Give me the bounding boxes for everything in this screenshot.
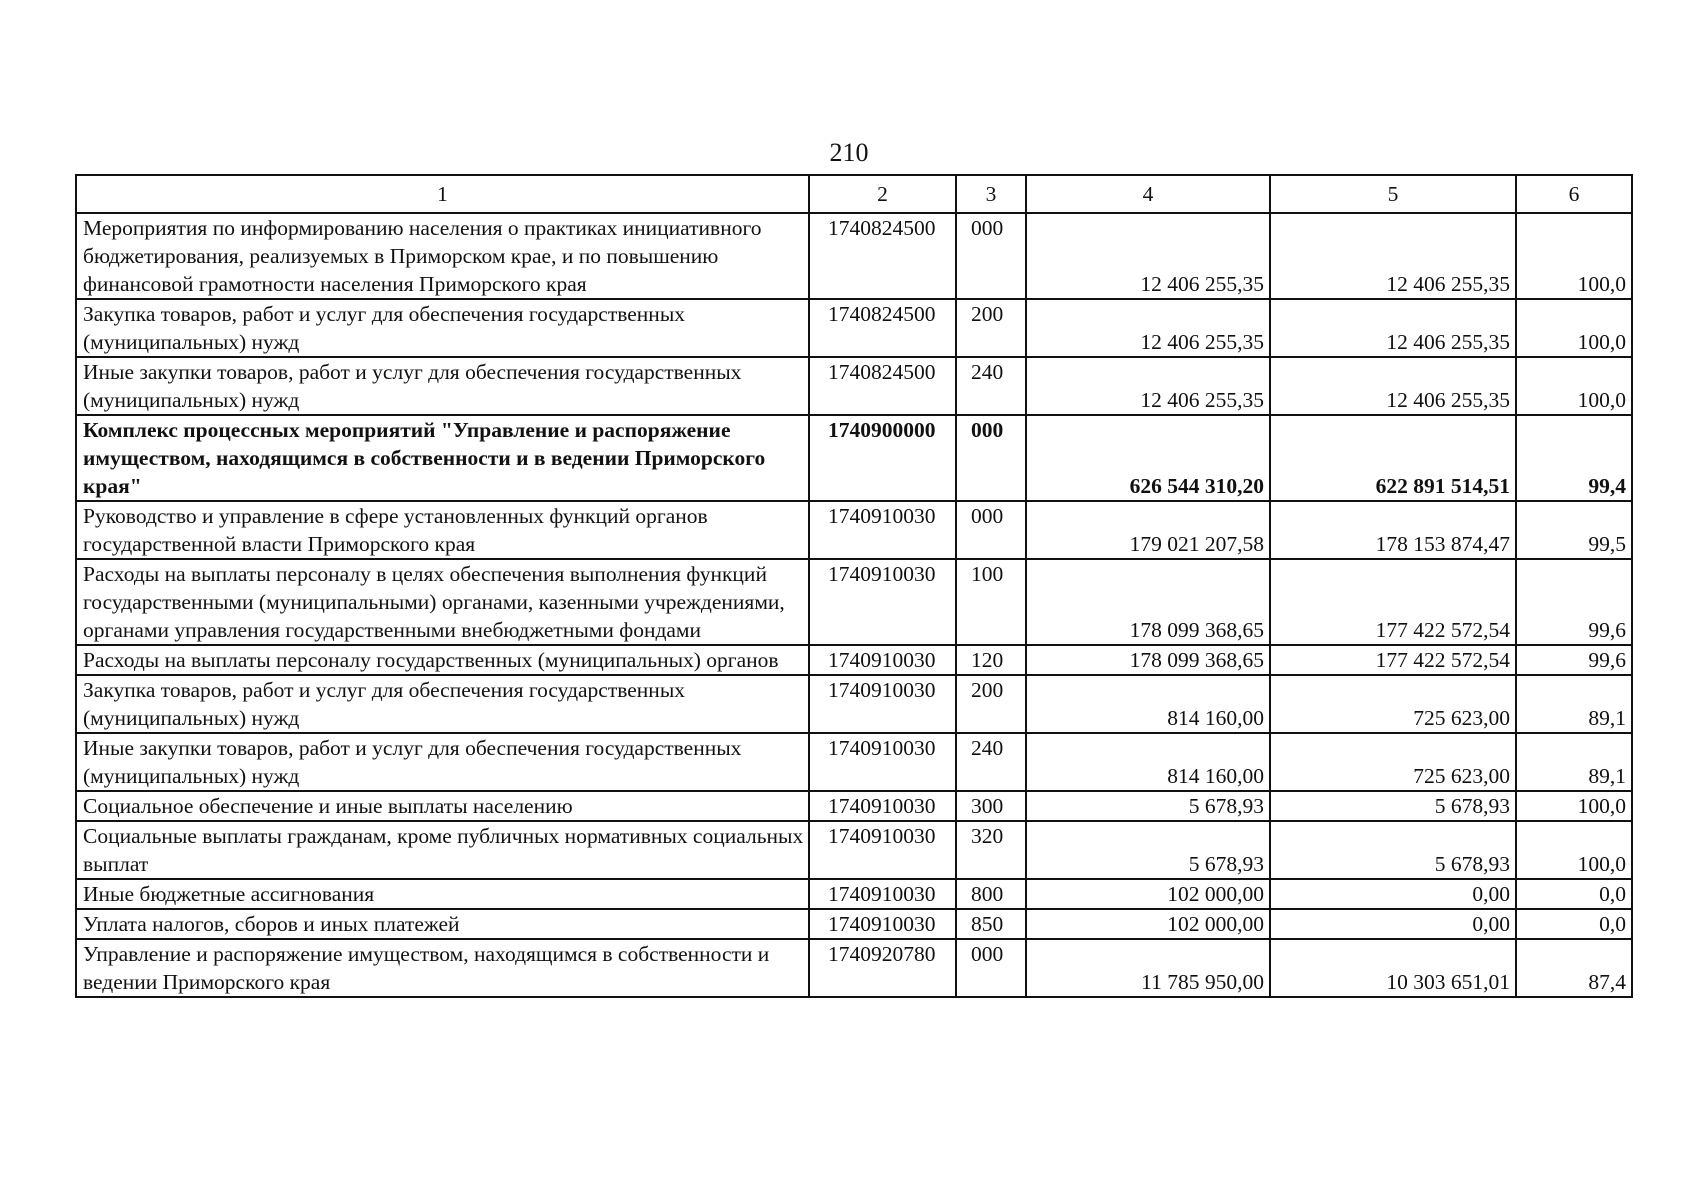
row-kvr: 000 [956, 501, 1026, 559]
row-fact: 12 406 255,35 [1270, 299, 1516, 357]
row-fact: 177 422 572,54 [1270, 559, 1516, 645]
row-fact: 12 406 255,35 [1270, 213, 1516, 299]
row-plan: 814 160,00 [1026, 733, 1270, 791]
row-name: Социальное обеспечение и иные выплаты населению [76, 791, 809, 821]
row-percent: 0,0 [1516, 879, 1632, 909]
row-fact: 725 623,00 [1270, 675, 1516, 733]
table-row [76, 213, 1632, 299]
table-row [76, 821, 1632, 879]
row-name: Иные закупки товаров, работ и услуг для обеспечения государственных (муниципальных) нужд [76, 733, 809, 791]
row-kvr: 850 [956, 909, 1026, 939]
row-name: Комплекс процессных мероприятий "Управление и распоряжение имуществом, находящимся в собственности и в ведении Приморского края" [76, 415, 809, 501]
row-name: Руководство и управление в сфере установленных функций органов государственной власти Приморского края [76, 501, 809, 559]
row-code: 1740920780 [809, 939, 956, 997]
column-header-6: 6 [1516, 175, 1632, 213]
row-kvr: 000 [956, 415, 1026, 501]
row-percent: 99,5 [1516, 501, 1632, 559]
table-row [76, 299, 1632, 357]
row-name: Закупка товаров, работ и услуг для обеспечения государственных (муниципальных) нужд [76, 675, 809, 733]
row-plan: 11 785 950,00 [1026, 939, 1270, 997]
row-percent: 89,1 [1516, 675, 1632, 733]
row-kvr: 000 [956, 213, 1026, 299]
table-row [76, 733, 1632, 791]
row-plan: 12 406 255,35 [1026, 213, 1270, 299]
row-fact: 12 406 255,35 [1270, 357, 1516, 415]
row-percent: 100,0 [1516, 299, 1632, 357]
row-plan: 102 000,00 [1026, 909, 1270, 939]
table-row [76, 559, 1632, 645]
row-kvr: 200 [956, 299, 1026, 357]
column-header-3: 3 [956, 175, 1026, 213]
row-code: 1740910030 [809, 821, 956, 879]
row-name: Управление и распоряжение имуществом, находящимся в собственности и ведении Приморского края [76, 939, 809, 997]
row-kvr: 240 [956, 357, 1026, 415]
row-percent: 100,0 [1516, 357, 1632, 415]
column-header-5: 5 [1270, 175, 1516, 213]
row-plan: 102 000,00 [1026, 879, 1270, 909]
row-fact: 5 678,93 [1270, 791, 1516, 821]
table-row [76, 791, 1632, 821]
row-name: Мероприятия по информированию населения о практиках инициативного бюджетирования, реализуемых в Приморском крае, и по повышению финансовой грамотности населения Приморского края [76, 213, 809, 299]
row-percent: 100,0 [1516, 791, 1632, 821]
table-row [76, 357, 1632, 415]
row-code: 1740910030 [809, 501, 956, 559]
row-code: 1740824500 [809, 357, 956, 415]
row-kvr: 800 [956, 879, 1026, 909]
row-kvr: 300 [956, 791, 1026, 821]
row-kvr: 240 [956, 733, 1026, 791]
row-name: Иные закупки товаров, работ и услуг для обеспечения государственных (муниципальных) нужд [76, 357, 809, 415]
row-kvr: 000 [956, 939, 1026, 997]
row-plan: 5 678,93 [1026, 821, 1270, 879]
row-code: 1740824500 [809, 299, 956, 357]
row-fact: 622 891 514,51 [1270, 415, 1516, 501]
row-plan: 5 678,93 [1026, 791, 1270, 821]
row-percent: 0,0 [1516, 909, 1632, 939]
table-row-bold [76, 415, 1632, 501]
row-name: Иные бюджетные ассигнования [76, 879, 809, 909]
row-name: Закупка товаров, работ и услуг для обеспечения государственных (муниципальных) нужд [76, 299, 809, 357]
row-fact: 0,00 [1270, 909, 1516, 939]
table-row [76, 909, 1632, 939]
row-plan: 626 544 310,20 [1026, 415, 1270, 501]
row-plan: 178 099 368,65 [1026, 645, 1270, 675]
budget-table [75, 174, 1633, 998]
row-plan: 179 021 207,58 [1026, 501, 1270, 559]
row-code: 1740910030 [809, 879, 956, 909]
page-number: 210 [829, 138, 869, 167]
row-plan: 814 160,00 [1026, 675, 1270, 733]
column-header-2: 2 [809, 175, 956, 213]
header-row [76, 175, 1632, 213]
row-percent: 87,4 [1516, 939, 1632, 997]
row-plan: 12 406 255,35 [1026, 299, 1270, 357]
row-percent: 100,0 [1516, 821, 1632, 879]
row-plan: 12 406 255,35 [1026, 357, 1270, 415]
row-percent: 100,0 [1516, 213, 1632, 299]
row-kvr: 200 [956, 675, 1026, 733]
row-code: 1740910030 [809, 909, 956, 939]
row-fact: 0,00 [1270, 879, 1516, 909]
row-name: Уплата налогов, сборов и иных платежей [76, 909, 809, 939]
row-percent: 99,6 [1516, 645, 1632, 675]
row-code: 1740910030 [809, 645, 956, 675]
column-header-4: 4 [1026, 175, 1270, 213]
row-name: Расходы на выплаты персоналу государственных (муниципальных) органов [76, 645, 809, 675]
row-percent: 89,1 [1516, 733, 1632, 791]
column-header-1: 1 [76, 175, 809, 213]
row-name: Расходы на выплаты персоналу в целях обеспечения выполнения функций государственными (муниципальными) органами, казенными учреждениями, органами управления государственными внебюджетными фондами [76, 559, 809, 645]
row-fact: 10 303 651,01 [1270, 939, 1516, 997]
row-code: 1740910030 [809, 733, 956, 791]
table-row [76, 645, 1632, 675]
row-fact: 725 623,00 [1270, 733, 1516, 791]
row-fact: 5 678,93 [1270, 821, 1516, 879]
table-row [76, 501, 1632, 559]
row-kvr: 120 [956, 645, 1026, 675]
row-kvr: 100 [956, 559, 1026, 645]
row-code: 1740910030 [809, 791, 956, 821]
row-code: 1740824500 [809, 213, 956, 299]
row-name: Социальные выплаты гражданам, кроме публичных нормативных социальных выплат [76, 821, 809, 879]
table-row [76, 675, 1632, 733]
row-percent: 99,4 [1516, 415, 1632, 501]
row-plan: 178 099 368,65 [1026, 559, 1270, 645]
table-row [76, 879, 1632, 909]
row-fact: 177 422 572,54 [1270, 645, 1516, 675]
row-code: 1740910030 [809, 675, 956, 733]
row-kvr: 320 [956, 821, 1026, 879]
row-code: 1740900000 [809, 415, 956, 501]
row-code: 1740910030 [809, 559, 956, 645]
row-percent: 99,6 [1516, 559, 1632, 645]
table-row [76, 939, 1632, 997]
row-fact: 178 153 874,47 [1270, 501, 1516, 559]
